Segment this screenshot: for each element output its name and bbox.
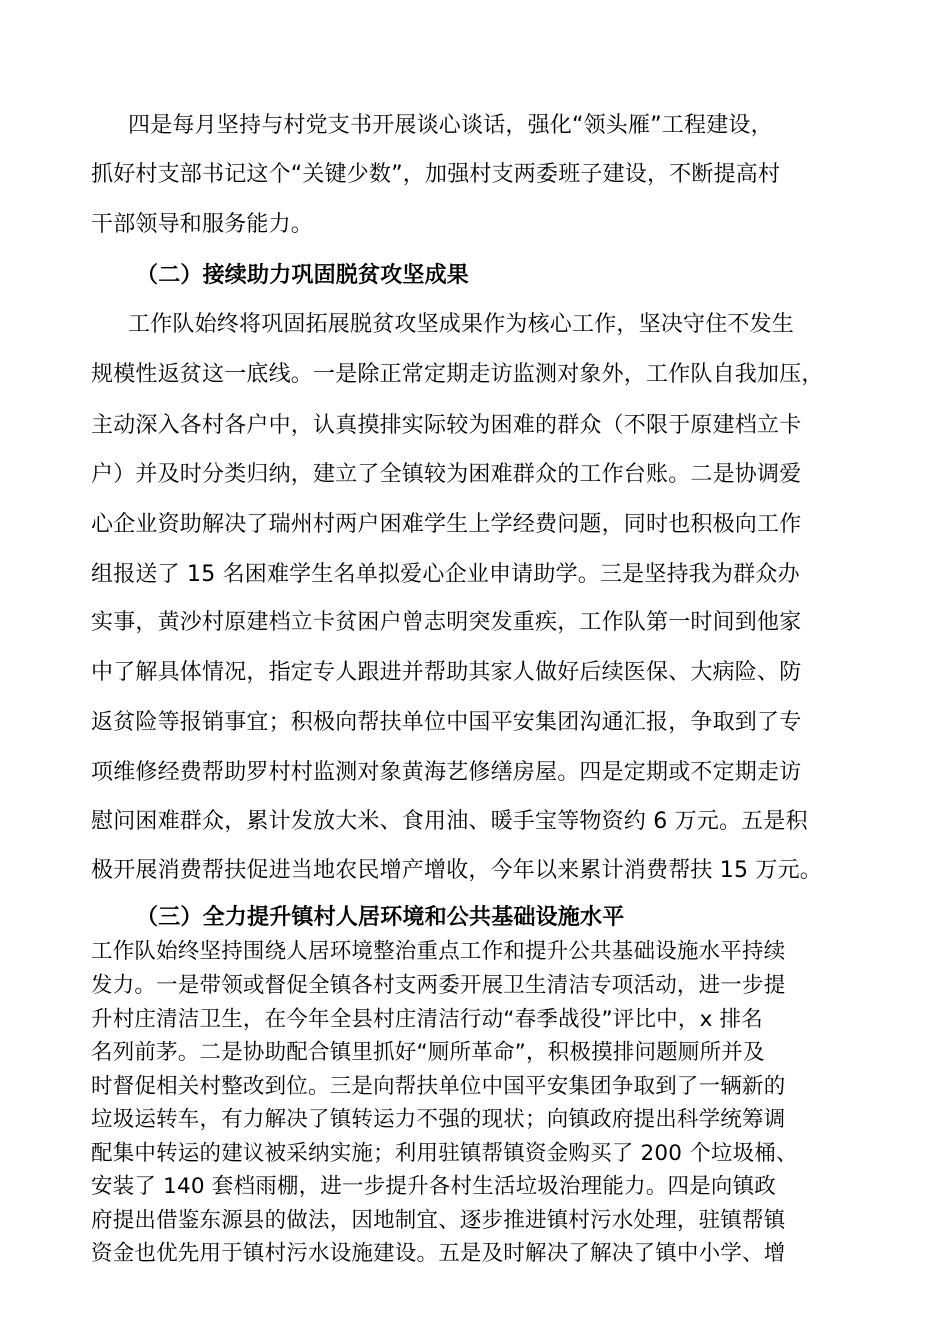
paragraph-2-line: 组报送了 15 名困难学生名单拟爱心企业申请助学。三是坚持我为群众办 [91, 562, 800, 587]
paragraph-2-line: 规模性返贫这一底线。一是除正常定期走访监测对象外，工作队自我加压， [91, 362, 824, 387]
paragraph-2-line: 主动深入各村各户中，认真摸排实际较为困难的群众（不限于原建档立卡 [91, 413, 802, 438]
paragraph-3-line: 安装了 140 套档雨棚，进一步提升各村生活垃圾治理能力。四是向镇政 [91, 1174, 777, 1199]
paragraph-2-line: 中了解具体情况，指定专人跟进并帮助其家人做好后续医保、大病险、防 [91, 660, 802, 685]
paragraph-3-line: 垃圾运转车，有力解决了镇转运力不强的现状；向镇政府提出科学统筹调 [91, 1107, 786, 1132]
paragraph-2-line: 极开展消费帮扶促进当地农民增产增收，今年以来累计消费帮扶 15 万元。 [91, 858, 822, 883]
paragraph-3-line: 工作队始终坚持围绕人居环境整治重点工作和提升公共基础设施水平持续 [91, 939, 786, 964]
paragraph-2-line: 户）并及时分类归纳，建立了全镇较为困难群众的工作台账。二是协调爱 [91, 462, 802, 487]
paragraph-2-line: 实事，黄沙村原建档立卡贫困户曾志明突发重疾，工作队第一时间到他家 [91, 610, 802, 635]
section-heading-2: （二）接续助力巩固脱贫攻坚成果 [136, 263, 470, 288]
paragraph-1-line: 四是每月坚持与村党支书开展谈心谈话，强化“领头雁”工程建设， [128, 113, 773, 138]
paragraph-3-line: 府提出借鉴东源县的做法，因地制宜、逐步推进镇村污水处理，驻镇帮镇 [91, 1208, 786, 1233]
paragraph-2-line: 慰问困难群众，累计发放大米、食用油、暖手宝等物资约 6 万元。五是积 [91, 809, 808, 834]
paragraph-3-line: 发力。一是带领或督促全镇各村支两委开展卫生清洁专项活动，进一步提 [91, 973, 786, 998]
paragraph-1-line: 干部领导和服务能力。 [91, 212, 314, 237]
paragraph-3-line: 时督促相关村整改到位。三是向帮扶单位中国平安集团争取到了一辆新的 [91, 1074, 786, 1099]
paragraph-2-line: 工作队始终将巩固拓展脱贫攻坚成果作为核心工作，坚决守住不发生 [128, 312, 795, 337]
paragraph-3-line: 资金也优先用于镇村污水设施建设。五是及时解决了解决了镇中小学、增 [91, 1241, 786, 1266]
paragraph-2-line: 心企业资助解决了瑞州村两户困难学生上学经费问题，同时也积极向工作 [91, 512, 802, 537]
section-heading-3: （三）全力提升镇村人居环境和公共基础设施水平 [136, 905, 625, 930]
paragraph-3-line: 升村庄清洁卫生，在今年全县村庄清洁行动“春季战役”评比中，x 排名 [91, 1007, 763, 1032]
paragraph-3-line: 名列前茅。二是协助配合镇里抓好“厕所革命”，积极摸排问题厕所并及 [91, 1040, 765, 1065]
paragraph-3-line: 配集中转运的建议被采纳实施；利用驻镇帮镇资金购买了 200 个垃圾桶、 [91, 1141, 798, 1166]
paragraph-2-line: 项维修经费帮助罗村村监测对象黄海艺修缮房屋。四是定期或不定期走访 [91, 760, 802, 785]
paragraph-1-line: 抓好村支部书记这个“关键少数”，加强村支两委班子建设，不断提高村 [91, 162, 781, 187]
paragraph-2-line: 返贫险等报销事宜；积极向帮扶单位中国平安集团沟通汇报，争取到了专 [91, 710, 802, 735]
